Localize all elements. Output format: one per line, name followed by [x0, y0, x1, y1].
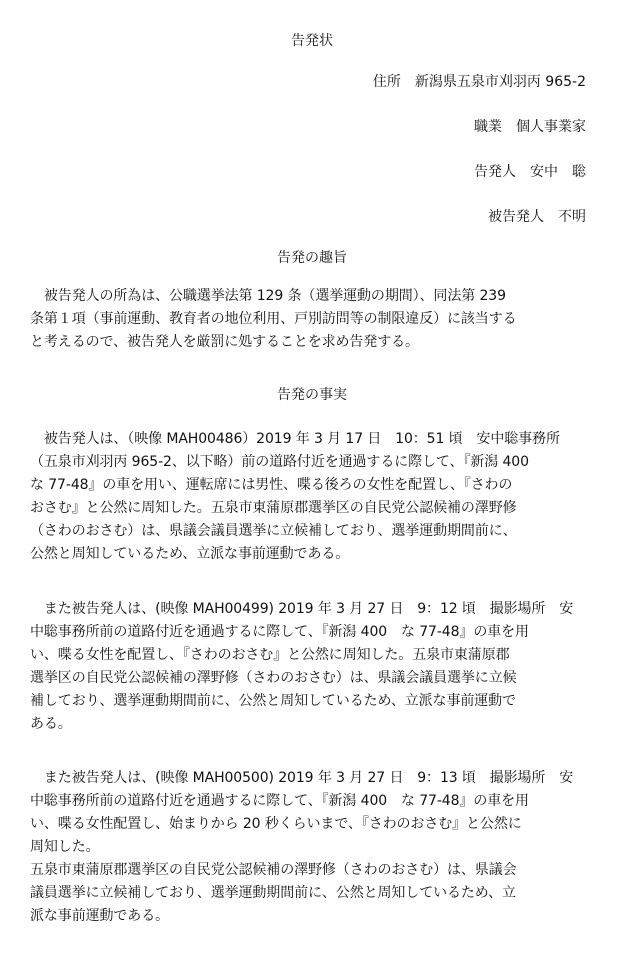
- fact-paragraph-1: [30, 428, 596, 566]
- paragraph-line: 公然と周知しているため、立派な事前運動である。: [30, 546, 350, 562]
- paragraph-line: （五泉市刈羽丙 965-2、以下略）前の道路付近を通過するに際して、『新潟 400: [30, 454, 529, 470]
- paragraph-line: と考えるので、被告発人を厳罰に処することを求め告発する。: [30, 334, 419, 350]
- facts-heading: 告発の事実: [277, 387, 347, 403]
- purpose-paragraph: [30, 285, 596, 354]
- paragraph-line: 条第１項（事前運動、教育者の地位利用、戸別訪問等の制限違反）に該当する: [30, 311, 517, 327]
- paragraph-line: 被告発人は、（映像 MAH00486）2019 年 3 月 17 日 10：51 頃 安中聡事務所: [30, 431, 560, 447]
- complainant-name: 告発人 安中 聡: [474, 164, 586, 180]
- paragraph-line: 中聡事務所前の道路付近を通過するに際して、『新潟 400 な 77-48』の車を用: [30, 624, 529, 640]
- paragraph-line: 派な事前運動である。: [30, 908, 169, 924]
- paragraph-line: 議員選挙に立候補しており、選挙運動期間前に、公然と周知しているため、立: [30, 885, 516, 901]
- purpose-heading: 告発の趣旨: [277, 250, 347, 266]
- paragraph-line: 中聡事務所前の道路付近を通過するに際して、『新潟 400 な 77-48』の車を用: [30, 793, 529, 809]
- document-title: 告発状: [291, 33, 333, 49]
- paragraph-line: 選挙区の自民党公認候補の澤野修（さわのおさむ）は、県議会議員選挙に立候: [30, 670, 517, 686]
- paragraph-line: 周知した。: [30, 839, 100, 855]
- paragraph-line: な 77-48』の車を用い、運転席には男性、喋る後ろの女性を配置し、『さわの: [30, 477, 513, 493]
- fact-paragraph-2: [30, 598, 596, 736]
- paragraph-line: おさむ』と公然に周知した。五泉市東蒲原郡選挙区の自民党公認候補の澤野修: [30, 500, 517, 516]
- paragraph-line: 被告発人の所為は、公職選挙法第 129 条（選挙運動の期間）、同法第 239: [30, 288, 506, 304]
- paragraph-line: （さわのおさむ）は、県議会議員選挙に立候補しており、選挙運動期間前に、: [30, 523, 517, 539]
- fact-paragraph-3: [30, 767, 596, 928]
- paragraph-line: 五泉市東蒲原郡選挙区の自民党公認候補の澤野修（さわのおさむ）は、県議会: [30, 862, 517, 878]
- accused-party: 被告発人 不明: [488, 209, 586, 225]
- complainant-occupation: 職業 個人事業家: [474, 119, 586, 135]
- paragraph-line: ある。: [30, 716, 72, 732]
- paragraph-line: い、喋る女性配置し、始まりから 20 秒くらいまで、『さわのおさむ』と公然に: [30, 816, 522, 832]
- paragraph-line: また被告発人は、(映像 MAH00500) 2019 年 3 月 27 日 9：13 頃 撮影場所 安: [30, 770, 574, 786]
- paragraph-line: 補しており、選挙運動期間前に、公然と周知しているため、立派な事前運動で: [30, 693, 516, 709]
- paragraph-line: また被告発人は、(映像 MAH00499) 2019 年 3 月 27 日 9：12 頃 撮影場所 安: [30, 601, 574, 617]
- complainant-address: 住所 新潟県五泉市刈羽丙 965-2: [372, 74, 586, 90]
- paragraph-line: い、喋る女性を配置し、『さわのおさむ』と公然に周知した。五泉市東蒲原郡: [30, 647, 510, 663]
